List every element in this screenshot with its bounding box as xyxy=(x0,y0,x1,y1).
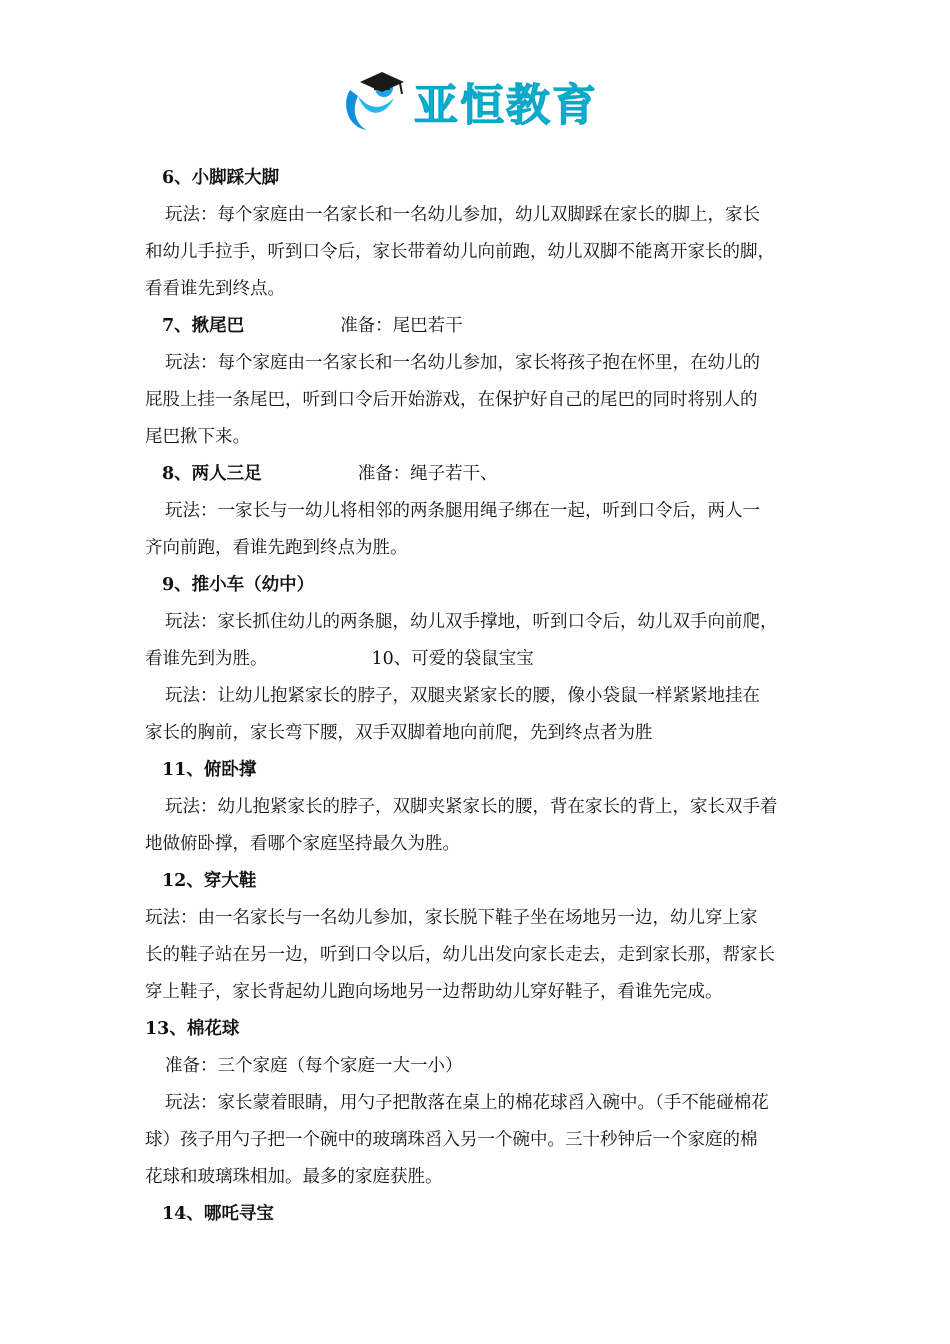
section-title: 6、小脚踩大脚 xyxy=(162,168,280,188)
paragraph-line: 穿上鞋子，家长背起幼儿跑向场地另一边帮助幼儿穿好鞋子，看谁先完成。 xyxy=(145,982,723,1002)
paragraph-line: 屁股上挂一条尾巴，听到口令后开始游戏，在保护好自己的尾巴的同时将别人的 xyxy=(145,390,758,410)
paragraph-line: 玩法：幼儿抱紧家长的脖子，双脚夹紧家长的腰，背在家长的背上，家长双手着 xyxy=(165,797,778,817)
paragraph-line: 球）孩子用勺子把一个碗中的玻璃珠舀入另一个碗中。三十秒钟后一个家庭的棉 xyxy=(145,1130,758,1150)
section-title: 7、揪尾巴 xyxy=(162,316,245,336)
section-title: 12、穿大鞋 xyxy=(162,871,257,891)
section-prep: 准备：绳子若干、 xyxy=(357,464,498,484)
section-title: 14、哪吒寻宝 xyxy=(162,1204,274,1224)
paragraph-line: 玩法：每个家庭由一名家长和一名幼儿参加，幼儿双脚踩在家长的脚上，家长 xyxy=(165,205,760,225)
paragraph-line: 齐向前跑，看谁先跑到终点为胜。 xyxy=(145,538,408,558)
paragraph-line: 地做俯卧撑，看哪个家庭坚持最久为胜。 xyxy=(145,834,460,854)
paragraph-line: 玩法：每个家庭由一名家长和一名幼儿参加，家长将孩子抱在怀里，在幼儿的 xyxy=(165,353,760,373)
paragraph-line: 尾巴揪下来。 xyxy=(145,427,250,447)
section-heading-row xyxy=(145,308,810,345)
paragraph-line: 玩法：让幼儿抱紧家长的脖子，双腿夹紧家长的腰，像小袋鼠一样紧紧地挂在 xyxy=(165,686,760,706)
paragraph-line: 看看谁先到终点。 xyxy=(145,279,285,299)
section-prep: 准备：尾巴若干 xyxy=(340,316,463,336)
section-title: 8、两人三足 xyxy=(162,464,262,484)
paragraph-line: 玩法：家长蒙着眼睛，用勺子把散落在桌上的棉花球舀入碗中。（手不能碰棉花 xyxy=(165,1093,769,1113)
section-title: 9、推小车（幼中） xyxy=(162,575,315,595)
section-heading-row xyxy=(145,641,810,678)
paragraph-line: 和幼儿手拉手，听到口令后，家长带着幼儿向前跑，幼儿双脚不能离开家长的脚， xyxy=(145,242,775,262)
paragraph-line: 花球和玻璃珠相加。最多的家庭获胜。 xyxy=(145,1167,443,1187)
brand-logo xyxy=(340,66,620,136)
article-body xyxy=(145,160,810,1233)
section-title: 13、棉花球 xyxy=(145,1019,240,1039)
section-heading-row xyxy=(145,456,810,493)
paragraph-line: 玩法：家长抓住幼儿的两条腿，幼儿双手撑地，听到口令后，幼儿双手向前爬， xyxy=(165,612,778,632)
section-prep: 准备：三个家庭（每个家庭一大一小） xyxy=(165,1056,463,1076)
paragraph-line: 看谁先到为胜。 xyxy=(145,649,268,669)
paragraph-line: 长的鞋子站在另一边，听到口令以后，幼儿出发向家长走去，走到家长那，帮家长 xyxy=(145,945,775,965)
section-title: 11、俯卧撑 xyxy=(162,760,257,780)
paragraph-line: 玩法：由一名家长与一名幼儿参加，家长脱下鞋子坐在场地另一边，幼儿穿上家 xyxy=(145,908,758,928)
section-title: 10、可爱的袋鼠宝宝 xyxy=(371,649,534,669)
paragraph-line: 玩法：一家长与一幼儿将相邻的两条腿用绳子绑在一起，听到口令后，两人一 xyxy=(165,501,760,521)
paragraph-line: 家长的胸前，家长弯下腰，双手双脚着地向前爬，先到终点者为胜 xyxy=(145,723,653,743)
graduate-logo-icon xyxy=(340,68,408,134)
brand-logo-text: 亚恒教育 xyxy=(414,80,598,131)
